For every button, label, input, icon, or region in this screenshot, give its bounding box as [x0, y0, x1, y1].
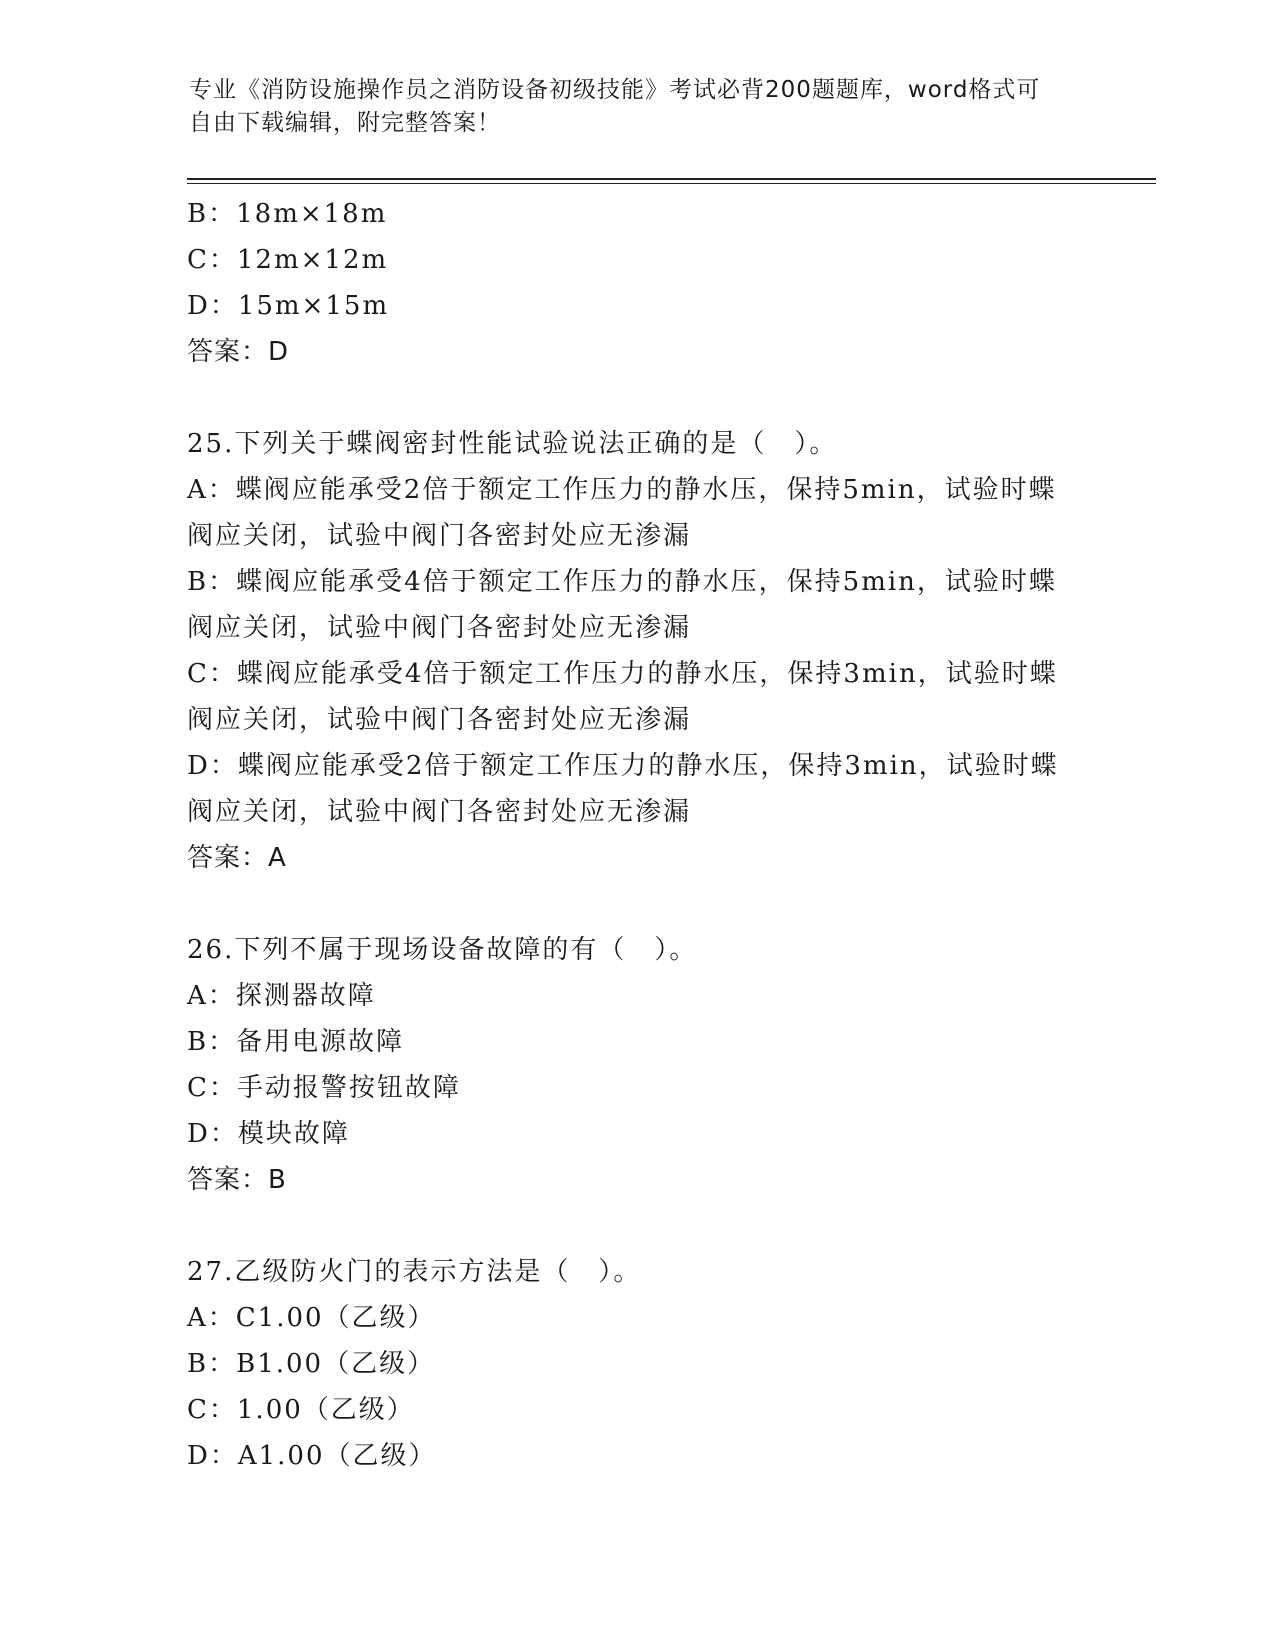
spacer	[187, 375, 1087, 421]
answer-line: 答案：B	[187, 1165, 287, 1195]
header-title-line-1: 专业《消防设施操作员之消防设备初级技能》考试必背200题题库，word格式可	[189, 77, 1041, 103]
option-b: B：18m×18m	[187, 199, 388, 229]
header-rule-thick	[187, 178, 1156, 180]
option-c: C：1.00（乙级）	[187, 1395, 415, 1425]
option-a-line-2: 阀应关闭，试验中阀门各密封处应无渗漏	[187, 521, 692, 551]
option-a: A：探测器故障	[187, 981, 376, 1011]
option-a: A：C1.00（乙级）	[187, 1303, 436, 1333]
option-d: D：A1.00（乙级）	[187, 1441, 437, 1471]
answer-line: 答案：A	[187, 843, 287, 873]
document-header	[189, 74, 1069, 140]
answer-line: 答案：D	[187, 337, 290, 367]
header-title-line-2: 自由下载编辑，附完整答案！	[189, 110, 501, 136]
question-stem: 25.下列关于蝶阀密封性能试验说法正确的是（ ）。	[187, 429, 838, 459]
option-c: C：12m×12m	[187, 245, 389, 275]
option-d: D：模块故障	[187, 1119, 350, 1149]
document-body	[187, 191, 1087, 1479]
option-a-line-1: A：蝶阀应能承受2倍于额定工作压力的静水压，保持5min，试验时蝶	[187, 475, 1057, 505]
option-b-line-2: 阀应关闭，试验中阀门各密封处应无渗漏	[187, 613, 692, 643]
option-b: B：B1.00（乙级）	[187, 1349, 436, 1379]
header-rule-thin	[187, 183, 1156, 184]
question-26	[187, 927, 1087, 1203]
option-c-line-1: C：蝶阀应能承受4倍于额定工作压力的静水压，保持3min，试验时蝶	[187, 659, 1058, 689]
option-d-line-2: 阀应关闭，试验中阀门各密封处应无渗漏	[187, 797, 692, 827]
option-d-line-1: D：蝶阀应能承受2倍于额定工作压力的静水压，保持3min，试验时蝶	[187, 751, 1059, 781]
question-stem: 27.乙级防火门的表示方法是（ ）。	[187, 1257, 642, 1287]
question-25	[187, 421, 1087, 881]
question-stem: 26.下列不属于现场设备故障的有（ ）。	[187, 935, 698, 965]
option-d: D：15m×15m	[187, 291, 390, 321]
spacer	[187, 881, 1087, 927]
spacer	[187, 1203, 1087, 1249]
option-c: C：手动报警按钮故障	[187, 1073, 461, 1103]
option-b: B：备用电源故障	[187, 1027, 405, 1057]
question-27	[187, 1249, 1087, 1479]
question-24-continued	[187, 191, 1087, 375]
option-c-line-2: 阀应关闭，试验中阀门各密封处应无渗漏	[187, 705, 692, 735]
option-b-line-1: B：蝶阀应能承受4倍于额定工作压力的静水压，保持5min，试验时蝶	[187, 567, 1057, 597]
